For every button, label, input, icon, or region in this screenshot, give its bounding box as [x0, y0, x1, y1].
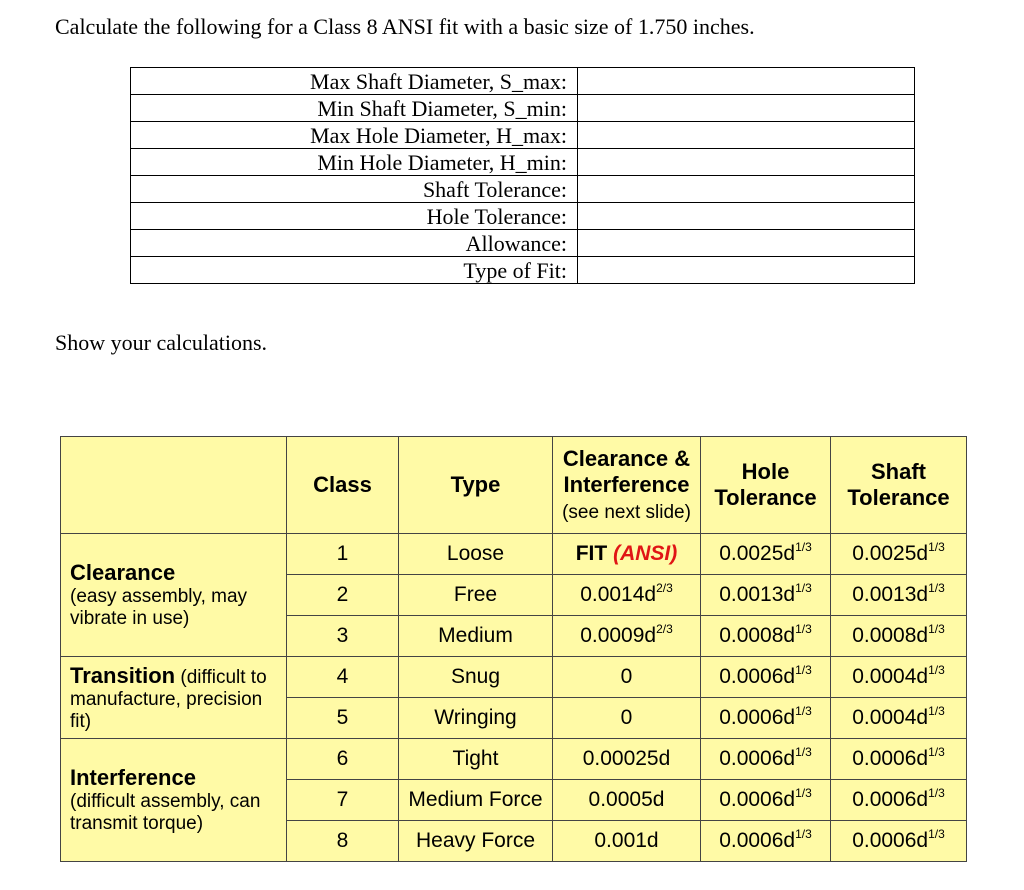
- answer-cell[interactable]: [578, 122, 915, 149]
- table-row: [61, 739, 967, 780]
- shaft-cell: $0.0006d^{1/3}$: [831, 780, 967, 821]
- table-row: [131, 149, 915, 176]
- shaft-cell: $0.0006d^{1/3}$: [831, 739, 967, 780]
- header-class: Class: [287, 437, 399, 534]
- category-desc-inline: (difficult to: [180, 666, 267, 688]
- header-shaft-line2: Tolerance: [847, 485, 950, 510]
- shaft-cell: $0.0004d^{1/3}$: [831, 698, 967, 739]
- category-name: Clearance: [70, 560, 176, 585]
- row-label: Max Hole Diameter, H_max:: [131, 122, 578, 149]
- problem-statement: Calculate the following for a Class 8 ANSI fit with a basic size of 1.750 inches.: [55, 14, 755, 39]
- ci-cell: $0.0014d^{2/3}$: [553, 575, 701, 616]
- table-row: [131, 176, 915, 203]
- answer-cell[interactable]: [578, 230, 915, 257]
- shaft-cell: $0.0006d^{1/3}$: [831, 821, 967, 862]
- header-hole-tolerance: [701, 437, 831, 534]
- hole-cell: $0.0006d^{1/3}$: [701, 657, 831, 698]
- category-interference: [61, 739, 287, 862]
- row-label: Hole Tolerance:: [131, 203, 578, 230]
- header-hole-line2: Tolerance: [714, 485, 817, 510]
- table-row: [131, 122, 915, 149]
- type-cell: Wringing: [399, 698, 553, 739]
- table-row: [131, 203, 915, 230]
- category-name: Transition: [70, 662, 176, 688]
- answer-cell[interactable]: [578, 149, 915, 176]
- header-hole-line1: Hole: [741, 459, 790, 484]
- type-cell: Free: [399, 575, 553, 616]
- table-row: [131, 68, 915, 95]
- header-ci-sub: (see next slide): [562, 502, 691, 523]
- category-desc: (easy assembly, may vibrate in use): [70, 586, 248, 629]
- type-cell: Heavy Force: [399, 821, 553, 862]
- table-row: [131, 95, 915, 122]
- ci-cell: 0.001d: [553, 821, 701, 862]
- header-ci-line1: Clearance &: [562, 446, 691, 471]
- hole-cell: $0.0025d^{1/3}$: [701, 534, 831, 575]
- type-cell: Snug: [399, 657, 553, 698]
- instruction-text: Show your calculations.: [55, 330, 268, 355]
- hole-cell: $0.0006d^{1/3}$: [701, 739, 831, 780]
- header-row: [61, 437, 967, 534]
- class-cell: 4: [287, 657, 399, 698]
- ansi-label: (ANSI): [613, 542, 678, 565]
- row-label: Max Shaft Diameter, S_max:: [131, 68, 578, 95]
- ci-cell: $0.0009d^{2/3}$: [553, 616, 701, 657]
- hole-cell: $0.0006d^{1/3}$: [701, 780, 831, 821]
- type-cell: Medium Force: [399, 780, 553, 821]
- class-cell: 6: [287, 739, 399, 780]
- type-cell: Loose: [399, 534, 553, 575]
- ci-cell: 0.0005d: [553, 780, 701, 821]
- header-type: Type: [399, 437, 553, 534]
- class-cell: 2: [287, 575, 399, 616]
- ansi-fit-table: [60, 436, 967, 862]
- ci-cell: [553, 534, 701, 575]
- category-desc: (difficult assembly, can transmit torque): [70, 791, 261, 834]
- header-ci-line2: Interference: [563, 472, 690, 497]
- hole-cell: $0.0006d^{1/3}$: [701, 698, 831, 739]
- category-name: Interference: [70, 765, 196, 790]
- answer-cell[interactable]: [578, 176, 915, 203]
- header-shaft-tolerance: [831, 437, 967, 534]
- table-row: [131, 257, 915, 284]
- answer-cell[interactable]: [578, 203, 915, 230]
- shaft-cell: $0.0008d^{1/3}$: [831, 616, 967, 657]
- ci-cell: 0: [553, 698, 701, 739]
- category-clearance: [61, 534, 287, 657]
- header-clearance-interference: [553, 437, 701, 534]
- class-cell: 1: [287, 534, 399, 575]
- row-label: Shaft Tolerance:: [131, 176, 578, 203]
- ci-cell: 0.00025d: [553, 739, 701, 780]
- class-cell: 8: [287, 821, 399, 862]
- row-label: Min Hole Diameter, H_min:: [131, 149, 578, 176]
- fit-label: FIT: [575, 542, 608, 565]
- shaft-cell: $0.0004d^{1/3}$: [831, 657, 967, 698]
- class-cell: 7: [287, 780, 399, 821]
- type-cell: Tight: [399, 739, 553, 780]
- category-desc: manufacture, precision fit): [70, 688, 263, 732]
- ci-cell: 0: [553, 657, 701, 698]
- row-label: Type of Fit:: [131, 257, 578, 284]
- answer-cell[interactable]: [578, 257, 915, 284]
- hole-cell: $0.0008d^{1/3}$: [701, 616, 831, 657]
- answer-cell[interactable]: [578, 95, 915, 122]
- type-cell: Medium: [399, 616, 553, 657]
- table-row: [61, 657, 967, 698]
- table-row: [61, 534, 967, 575]
- hole-cell: $0.0006d^{1/3}$: [701, 821, 831, 862]
- shaft-cell: $0.0025d^{1/3}$: [831, 534, 967, 575]
- header-blank: [61, 437, 287, 534]
- answer-cell[interactable]: [578, 68, 915, 95]
- row-label: Allowance:: [131, 230, 578, 257]
- class-cell: 3: [287, 616, 399, 657]
- header-shaft-line1: Shaft: [871, 459, 926, 484]
- answer-table: [130, 67, 915, 284]
- table-row: [131, 230, 915, 257]
- shaft-cell: $0.0013d^{1/3}$: [831, 575, 967, 616]
- class-cell: 5: [287, 698, 399, 739]
- category-transition: [61, 657, 287, 739]
- row-label: Min Shaft Diameter, S_min:: [131, 95, 578, 122]
- hole-cell: $0.0013d^{1/3}$: [701, 575, 831, 616]
